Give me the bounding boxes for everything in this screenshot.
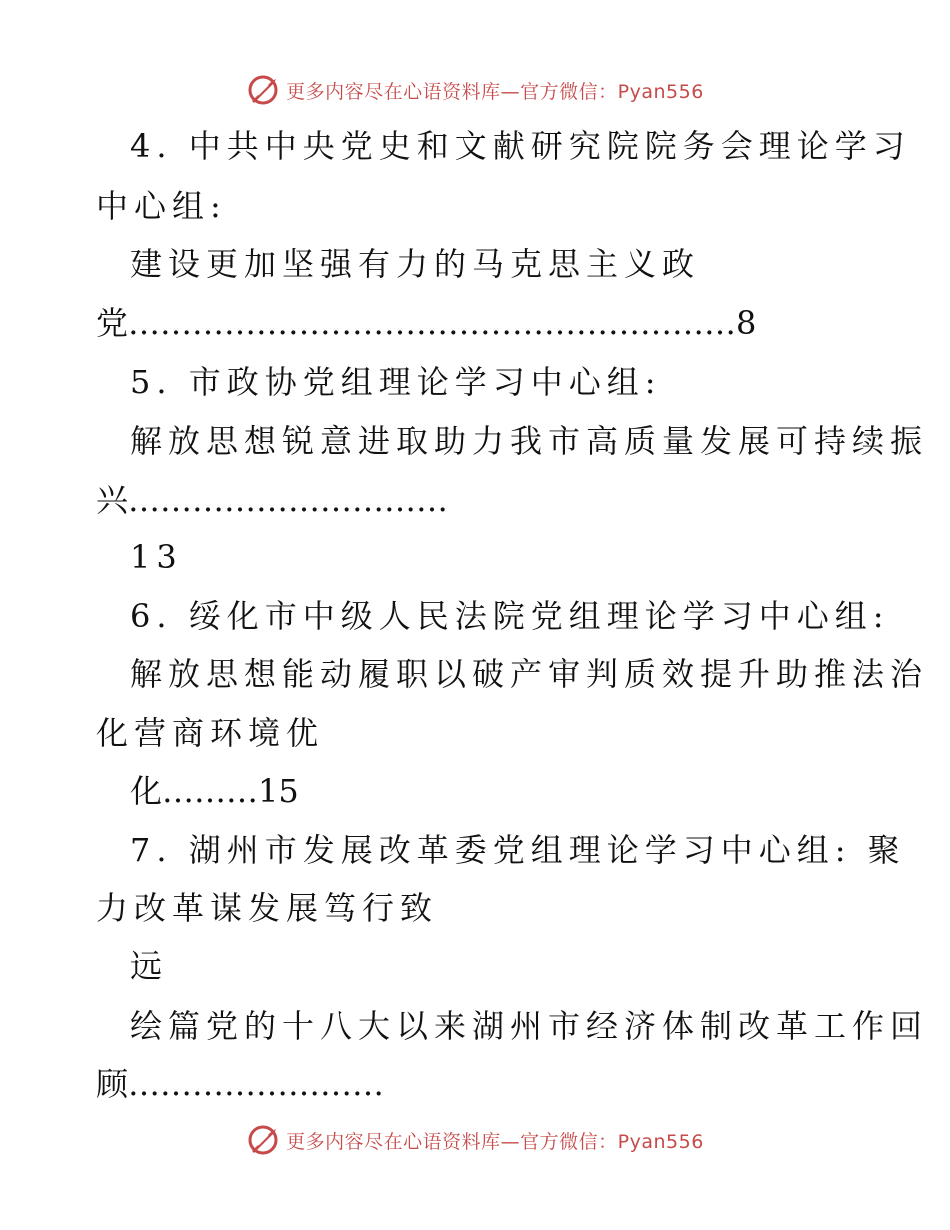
toc-item-7-subtitle: 绘篇党的十八大以来湖州市经济体制改革工作回: [130, 1007, 929, 1045]
toc-item-4-leader: 党…………………………………………………8: [96, 304, 757, 342]
toc-item-7-leader: 顾……………………: [96, 1065, 385, 1103]
quill-logo-icon: [246, 73, 280, 107]
toc-item-6-title: 6. 绥化市中级人民法院党组理论学习中心组:: [130, 597, 890, 635]
toc-item-7-title-end: 远: [130, 947, 169, 985]
header-banner-text: 更多内容尽在心语资料库—官方微信：Pyan556: [286, 80, 704, 103]
header-banner: [0, 70, 950, 110]
toc-item-4-subtitle: 建设更加坚强有力的马克思主义政: [130, 245, 701, 283]
toc-item-6-subtitle-cont: 化营商环境优: [96, 714, 325, 752]
toc-item-7-title: 7. 湖州市发展改革委党组理论学习中心组: 聚: [130, 831, 906, 869]
toc-item-5-title: 5. 市政协党组理论学习中心组:: [130, 363, 662, 401]
toc-item-5-page: 13: [130, 538, 183, 576]
toc-item-4-title-cont: 中心组:: [96, 187, 227, 225]
toc-item-7-title-cont: 力改革谋发展笃行致: [96, 889, 439, 927]
quill-logo-icon: [246, 1123, 280, 1157]
toc-item-4-title: 4. 中共中央党史和文献研究院院务会理论学习: [130, 127, 911, 165]
toc-item-5-subtitle: 解放思想锐意进取助力我市高质量发展可持续振: [130, 422, 929, 460]
toc-item-5-leader: 兴…………………………: [96, 481, 449, 519]
footer-banner-text: 更多内容尽在心语资料库—官方微信：Pyan556: [286, 1130, 704, 1153]
toc-item-6-subtitle: 解放思想能动履职以破产审判质效提升助推法治: [130, 655, 929, 693]
toc-item-6-leader: 化………15: [130, 772, 299, 810]
footer-banner: [0, 1120, 950, 1160]
